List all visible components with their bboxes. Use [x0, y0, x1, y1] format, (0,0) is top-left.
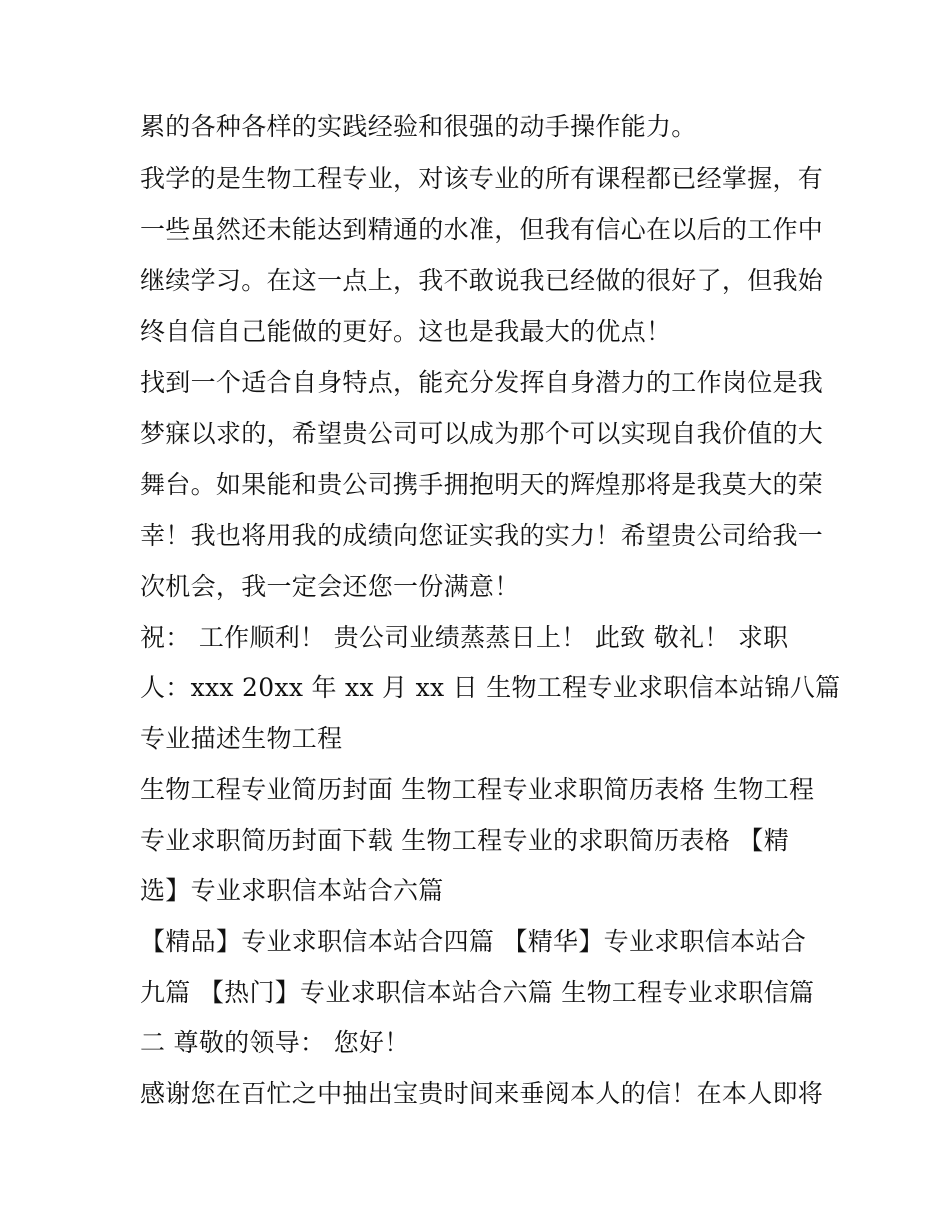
text-line: 幸！我也将用我的成绩向您证实我的实力！希望贵公司给我一: [140, 521, 824, 550]
text-line: 【精品】专业求职信本站合四篇 【精华】专业求职信本站合: [140, 927, 807, 956]
text-line: 继续学习。在这一点上，我不敢说我已经做的很好了，但我始: [140, 266, 824, 295]
text-line: 找到一个适合自身特点，能充分发挥自身潜力的工作岗位是我: [140, 368, 824, 397]
text-line: 选】专业求职信本站合六篇: [140, 876, 444, 905]
text-line: 专业求职简历封面下载 生物工程专业的求职简历表格 【精: [140, 826, 789, 855]
text-line: 终自信自己能做的更好。这也是我最大的优点！: [140, 317, 672, 346]
text-line: 人：xxx 20xx 年 xx 月 xx 日 生物工程专业求职信本站锦八篇: [140, 673, 841, 702]
text-line: 二 尊敬的领导： 您好！: [140, 1028, 410, 1057]
text-line: 专业描述生物工程: [140, 724, 343, 753]
text-line: 一些虽然还未能达到精通的水准，但我有信心在以后的工作中: [140, 215, 824, 244]
text-line: 梦寐以求的，希望贵公司可以成为那个可以实现自我价值的大: [140, 419, 824, 448]
text-line: 感谢您在百忙之中抽出宝贵时间来垂阅本人的信！在本人即将: [140, 1079, 824, 1108]
text-line: 累的各种各样的实践经验和很强的动手操作能力。: [140, 112, 697, 141]
text-line: 生物工程专业简历封面 生物工程专业求职简历表格 生物工程: [140, 775, 815, 804]
text-line: 舞台。如果能和贵公司携手拥抱明天的辉煌那将是我莫大的荣: [140, 470, 824, 499]
text-line: 次机会，我一定会还您一份满意！: [140, 572, 520, 601]
text-line: 我学的是生物工程专业，对该专业的所有课程都已经掌握，有: [140, 164, 824, 193]
text-line: 祝： 工作顺利！ 贵公司业绩蒸蒸日上！ 此致 敬礼！ 求职: [140, 623, 789, 652]
text-line: 九篇 【热门】专业求职信本站合六篇 生物工程专业求职信篇: [140, 978, 815, 1007]
